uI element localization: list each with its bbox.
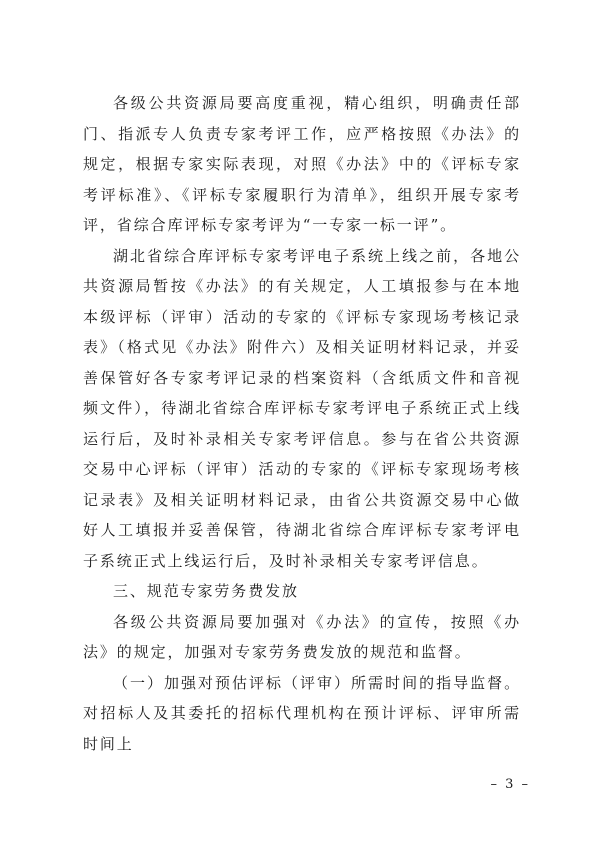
paragraph-manual-reporting: 湖北省综合库评标专家考评电子系统上线之前，各地公共资源局暂按《办法》的有关规定，人工填报参与在本地本级评标（评审）活动的专家的《评标专家现场考核记录表》（格式见《办法》附件六）及相关证明材料记录，并妥善保管好各专家考评记录的档案资料（含纸质文件和音视频文件），待湖北省综合库评标专家考评电子系统正式上线运行后，及时补录相关专家考评信息。参与在省公共资源交易中心评标（评审）活动的专家的《评标专家现场考核记录表》及相关证明材料记录，由省公共资源交易中心做好人工填报并妥善保管，待湖北省综合库评标专家考评电子系统正式上线运行后，及时补录相关专家考评信息。 — [83, 246, 521, 570]
section-heading: 三、规范专家劳务费发放 — [113, 582, 299, 600]
paragraph-expert-evaluation-organization: 各级公共资源局要高度重视，精心组织，明确责任部门、指派专人负责专家考评工作，应严格按照《办法》的规定，根据专家实际表现，对照《办法》中的《评标专家考评标准》、《评标专家履职行为清单》，组织开展专家考评，省综合库评标专家考评为“一专家一标一评”。 — [83, 94, 521, 234]
paragraph-fee-supervision: 各级公共资源局要加强对《办法》的宣传，按照《办法》的规定，加强对专家劳务费发放的规范和监督。 — [83, 612, 521, 661]
document-body — [83, 88, 521, 759]
page-number: – 3 – — [490, 777, 530, 792]
paragraph-time-estimation: （一）加强对预估评标（评审）所需时间的指导监督。对招标人及其委托的招标代理机构在预计评标、评审所需时间上 — [83, 673, 521, 753]
